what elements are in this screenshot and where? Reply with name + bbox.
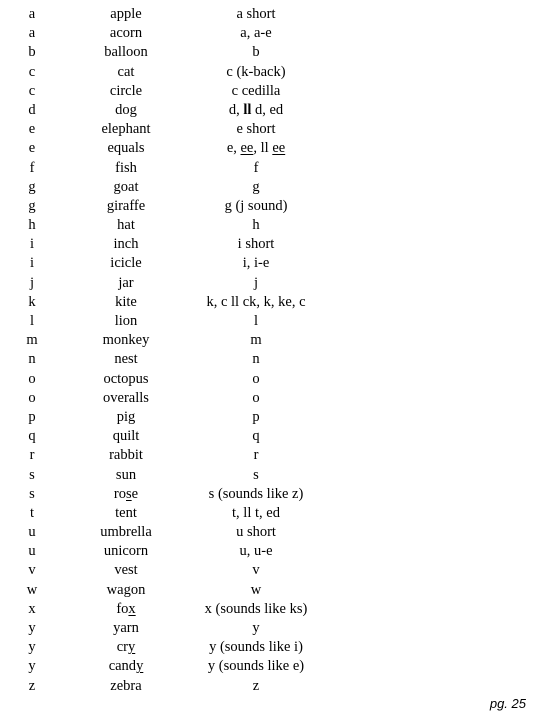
sound-cell-text: n: [252, 351, 260, 368]
table-row: [0, 542, 540, 561]
sound-cell-text: h: [252, 217, 260, 234]
sound-cell-text: ee: [240, 140, 254, 157]
table-row: [0, 24, 540, 43]
word-cell-text: jar: [118, 274, 134, 291]
letter-cell: c: [28, 63, 36, 80]
sound-cell: [176, 63, 336, 82]
sound-cell: [176, 542, 336, 561]
sound-cell: [176, 235, 336, 254]
word-cell-text: s: [126, 485, 132, 502]
sound-cell-text: , ll: [253, 140, 273, 157]
table-row: [0, 446, 540, 465]
table-row: [0, 370, 540, 389]
word-cell: [66, 600, 186, 619]
letter-cell: c: [28, 82, 36, 99]
letter-cell: g: [28, 197, 36, 214]
sound-cell: [176, 523, 336, 542]
page-number: pg. 25: [489, 696, 526, 711]
letter-cell: u: [28, 524, 36, 541]
sound-cell-text: j: [253, 274, 259, 291]
word-cell: [66, 446, 186, 465]
sound-cell: [176, 5, 336, 24]
word-cell-text: x: [128, 600, 136, 617]
word-cell-text: yarn: [113, 620, 139, 636]
word-cell-text: vest: [114, 562, 138, 579]
word-cell-text: equals: [107, 140, 145, 157]
word-cell-text: fish: [115, 159, 137, 176]
phonics-table: [0, 5, 540, 696]
word-cell-text: apple: [110, 6, 142, 22]
word-cell: [66, 293, 186, 312]
word-cell-text: unicorn: [103, 543, 149, 560]
sound-cell-text: d, ed: [251, 101, 284, 118]
letter-cell: d: [28, 101, 36, 118]
sound-cell-text: d,: [228, 101, 244, 118]
sound-cell: [176, 504, 336, 523]
sound-cell: [176, 677, 336, 696]
sound-cell-text: l: [253, 313, 259, 329]
word-cell-text: zebra: [110, 677, 142, 694]
word-cell: [66, 216, 186, 235]
sound-cell: [176, 254, 336, 273]
sound-cell: [176, 638, 336, 657]
sound-cell: [176, 312, 336, 331]
word-cell: [66, 197, 186, 216]
word-cell-text: e: [131, 485, 139, 502]
sound-cell-text: w: [250, 581, 262, 598]
table-row: [0, 101, 540, 120]
table-row: [0, 82, 540, 101]
word-cell: [66, 638, 186, 657]
word-cell: [66, 370, 186, 389]
word-cell-text: circle: [109, 82, 143, 99]
sound-cell-text: b: [252, 44, 260, 61]
sound-cell-text: a, a-e: [240, 25, 272, 42]
word-cell-text: giraffe: [106, 197, 146, 214]
sound-cell: [176, 350, 336, 369]
sound-cell: [176, 331, 336, 350]
letter-cell: a: [28, 25, 36, 42]
sound-cell: [176, 657, 336, 676]
letter-cell: s: [29, 485, 35, 502]
sound-cell-text: u, u-e: [239, 543, 273, 560]
letter-cell: h: [28, 217, 36, 234]
sound-cell-text: e,: [226, 140, 241, 157]
sound-cell-text: k, c ll ck, k, ke, c: [206, 293, 306, 310]
table-row: [0, 197, 540, 216]
table-row: [0, 254, 540, 273]
word-cell-text: cand: [108, 658, 137, 675]
word-cell-text: kite: [115, 293, 137, 310]
word-cell-text: y: [128, 639, 136, 656]
table-row: [0, 5, 540, 24]
word-cell: [66, 466, 186, 485]
letter-cell: v: [28, 562, 36, 579]
letter-cell: z: [28, 677, 36, 694]
table-row: [0, 389, 540, 408]
table-row: [0, 466, 540, 485]
letter-cell: w: [26, 581, 38, 598]
sound-cell-text: m: [250, 332, 262, 349]
sound-cell: [176, 43, 336, 62]
letter-cell: o: [28, 389, 36, 406]
sound-cell-text: y: [252, 620, 260, 636]
sound-cell-text: v: [252, 562, 260, 579]
table-row: [0, 216, 540, 235]
word-cell-text: nest: [114, 351, 138, 368]
letter-cell: m: [26, 332, 38, 349]
letter-cell: y: [28, 620, 36, 636]
letter-cell: j: [29, 274, 35, 291]
word-cell-text: hat: [117, 217, 135, 234]
word-cell: [66, 312, 186, 331]
table-row: [0, 350, 540, 369]
word-cell-text: goat: [113, 178, 139, 195]
table-row: [0, 427, 540, 446]
sound-cell-text: s (sounds like z): [208, 485, 304, 502]
table-row: [0, 485, 540, 504]
sound-cell-text: c cedilla: [231, 82, 281, 99]
table-row: [0, 293, 540, 312]
sound-cell: [176, 370, 336, 389]
table-row: [0, 63, 540, 82]
sound-cell-text: i, i-e: [242, 255, 270, 272]
sound-cell-text: g (j sound): [224, 197, 288, 214]
word-cell: [66, 389, 186, 408]
word-cell-text: fo: [116, 600, 129, 617]
letter-cell: f: [29, 159, 35, 176]
word-cell-text: y: [136, 658, 144, 675]
word-cell: [66, 120, 186, 139]
word-cell: [66, 523, 186, 542]
word-cell: [66, 43, 186, 62]
sound-cell: [176, 197, 336, 216]
sound-cell-text: x (sounds like ks): [204, 600, 308, 617]
letter-cell: b: [28, 44, 36, 61]
letter-cell: i: [29, 236, 35, 253]
sound-cell-text: ee: [272, 140, 286, 157]
word-cell: [66, 101, 186, 120]
sound-cell-text: r: [253, 447, 259, 464]
word-cell-text: octopus: [103, 370, 149, 387]
sound-cell: [176, 82, 336, 101]
sound-cell-text: f: [253, 159, 259, 176]
word-cell: [66, 581, 186, 600]
sound-cell-text: a short: [236, 6, 276, 22]
sound-cell-text: s: [253, 466, 259, 483]
letter-cell: e: [28, 121, 36, 138]
sound-cell: [176, 159, 336, 178]
sound-cell: [176, 581, 336, 600]
sound-cell-text: y (sounds like e): [207, 658, 305, 675]
word-cell-text: icicle: [110, 255, 142, 272]
table-row: [0, 504, 540, 523]
letter-cell: q: [28, 428, 36, 445]
letter-cell: y: [28, 658, 36, 675]
table-row: [0, 120, 540, 139]
word-cell-text: cat: [117, 63, 135, 80]
word-cell: [66, 5, 186, 24]
letter-cell: n: [28, 351, 36, 368]
table-row: [0, 159, 540, 178]
table-row: [0, 677, 540, 696]
word-cell: [66, 542, 186, 561]
sound-cell: [176, 24, 336, 43]
word-cell: [66, 485, 186, 504]
word-cell: [66, 350, 186, 369]
table-row: [0, 178, 540, 197]
word-cell: [66, 504, 186, 523]
sound-cell: [176, 446, 336, 465]
sound-cell-text: o: [252, 389, 260, 406]
word-cell: [66, 677, 186, 696]
letter-cell: e: [28, 140, 36, 157]
sound-cell: [176, 427, 336, 446]
word-cell: [66, 24, 186, 43]
table-row: [0, 581, 540, 600]
word-cell: [66, 561, 186, 580]
sound-cell-text: p: [252, 408, 260, 425]
letter-cell: l: [29, 313, 35, 329]
table-row: [0, 235, 540, 254]
word-cell-text: overalls: [103, 389, 149, 406]
sound-cell: [176, 408, 336, 427]
table-row: [0, 523, 540, 542]
sound-cell-text: t, ll t, ed: [232, 504, 280, 521]
sound-cell: [176, 101, 336, 120]
sound-cell-text: z: [252, 677, 260, 694]
word-cell: [66, 63, 186, 82]
word-cell: [66, 274, 186, 293]
sound-cell-text: e short: [236, 121, 276, 138]
sound-cell-text: c (k-back): [226, 63, 286, 80]
letter-cell: t: [29, 504, 35, 521]
sound-cell: [176, 178, 336, 197]
word-cell-text: lion: [114, 313, 138, 329]
letter-cell: r: [29, 447, 35, 464]
word-cell-text: wagon: [106, 581, 146, 598]
word-cell-text: ro: [113, 485, 126, 502]
table-row: [0, 638, 540, 657]
word-cell: [66, 427, 186, 446]
word-cell: [66, 408, 186, 427]
word-cell-text: inch: [113, 236, 139, 253]
sound-cell-text: y (sounds like i): [209, 639, 303, 656]
table-row: [0, 274, 540, 293]
word-cell: [66, 657, 186, 676]
letter-cell: p: [28, 408, 36, 425]
letter-cell: o: [28, 370, 36, 387]
word-cell: [66, 254, 186, 273]
word-cell-text: balloon: [104, 44, 148, 61]
word-cell-text: monkey: [102, 332, 150, 349]
word-cell: [66, 178, 186, 197]
letter-cell: i: [29, 255, 35, 272]
table-row: [0, 312, 540, 331]
word-cell-text: cr: [116, 639, 128, 656]
word-cell: [66, 159, 186, 178]
letter-cell: u: [28, 543, 36, 560]
word-cell: [66, 235, 186, 254]
sound-cell-text: q: [252, 428, 260, 445]
sound-cell: [176, 139, 336, 158]
word-cell-text: acorn: [109, 25, 143, 42]
table-row: [0, 561, 540, 580]
word-cell-text: quilt: [112, 428, 140, 445]
table-row: [0, 619, 540, 638]
word-cell: [66, 139, 186, 158]
letter-cell: y: [28, 639, 36, 656]
table-row: [0, 600, 540, 619]
sound-cell: [176, 216, 336, 235]
word-cell-text: rabbit: [109, 447, 143, 464]
word-cell-text: dog: [115, 101, 137, 118]
sound-cell: [176, 274, 336, 293]
table-row: [0, 43, 540, 62]
letter-cell: x: [28, 600, 36, 617]
word-cell-text: elephant: [101, 121, 151, 138]
table-row: [0, 657, 540, 676]
letter-cell: a: [28, 6, 36, 22]
sound-cell-text: i short: [237, 236, 275, 253]
letter-cell: k: [28, 293, 36, 310]
sound-cell-text: ll: [243, 101, 252, 118]
word-cell: [66, 331, 186, 350]
sound-cell: [176, 466, 336, 485]
word-cell: [66, 82, 186, 101]
word-cell-text: sun: [115, 466, 137, 483]
sound-cell-text: o: [252, 370, 260, 387]
table-row: [0, 408, 540, 427]
sound-cell-text: g: [252, 178, 260, 195]
word-cell-text: pig: [116, 408, 136, 425]
table-row: [0, 331, 540, 350]
sound-cell: [176, 485, 336, 504]
sound-cell: [176, 600, 336, 619]
sound-cell: [176, 561, 336, 580]
letter-cell: g: [28, 178, 36, 195]
sound-cell: [176, 120, 336, 139]
sound-cell: [176, 619, 336, 638]
word-cell-text: umbrella: [100, 524, 152, 541]
letter-cell: s: [29, 466, 35, 483]
word-cell: [66, 619, 186, 638]
sound-cell: [176, 293, 336, 312]
table-row: [0, 139, 540, 158]
sound-cell: [176, 389, 336, 408]
word-cell-text: tent: [115, 504, 137, 521]
sound-cell-text: u short: [236, 524, 276, 541]
